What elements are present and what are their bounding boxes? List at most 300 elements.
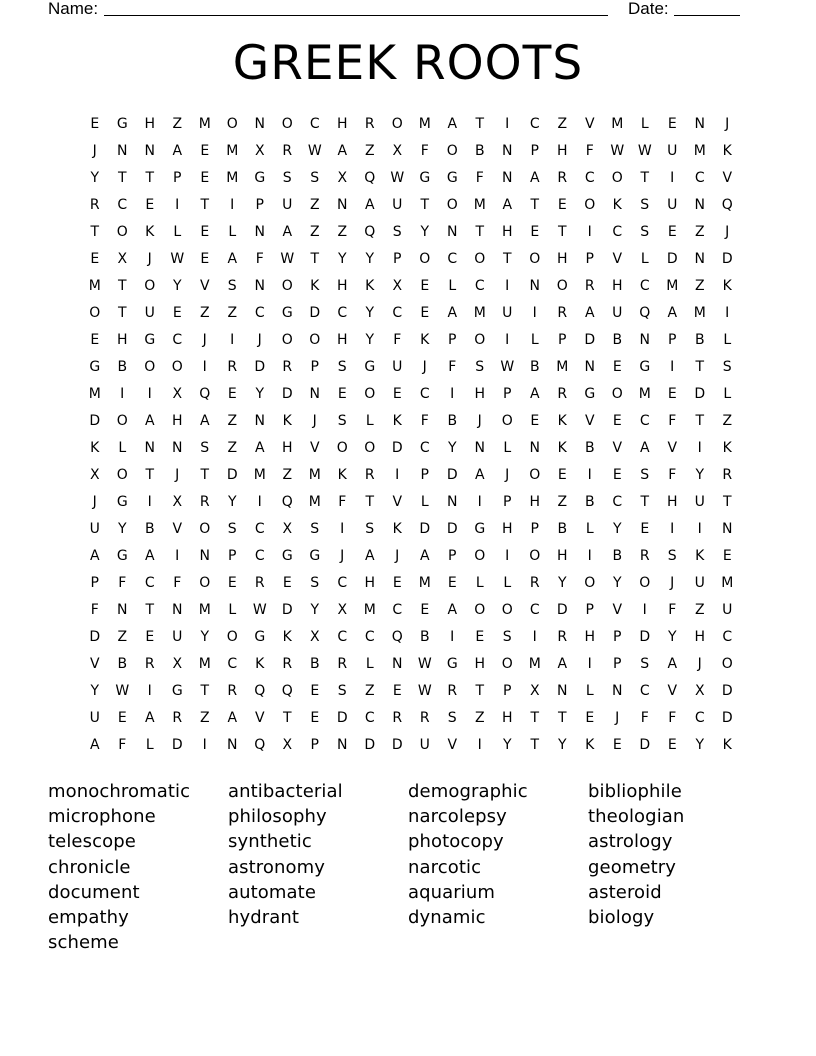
grid-letter[interactable]: V [584, 116, 595, 132]
grid-letter[interactable]: H [584, 629, 596, 645]
grid-letter[interactable]: Y [365, 305, 375, 321]
grid-letter[interactable]: M [556, 359, 569, 375]
grid-letter[interactable]: O [171, 359, 183, 375]
grid-letter[interactable]: N [254, 413, 265, 429]
grid-letter[interactable]: Q [391, 629, 403, 645]
grid-letter[interactable]: C [639, 413, 650, 429]
grid-letter[interactable]: O [529, 548, 541, 564]
grid-letter[interactable]: I [175, 548, 180, 564]
grid-letter[interactable]: O [446, 143, 458, 159]
grid-letter[interactable]: G [639, 359, 651, 375]
grid-letter[interactable]: M [693, 305, 706, 321]
grid-letter[interactable]: X [282, 521, 293, 537]
grid-letter[interactable]: G [144, 332, 156, 348]
grid-letter[interactable]: O [89, 305, 101, 321]
grid-letter[interactable]: R [419, 710, 430, 726]
grid-letter[interactable]: A [89, 737, 100, 753]
grid-letter[interactable]: T [310, 251, 320, 267]
grid-letter[interactable]: K [90, 440, 100, 456]
grid-letter[interactable]: D [226, 467, 238, 483]
grid-letter[interactable]: E [90, 251, 100, 267]
grid-letter[interactable]: M [198, 116, 211, 132]
grid-letter[interactable]: R [639, 548, 650, 564]
grid-letter[interactable]: F [90, 602, 99, 618]
grid-letter[interactable]: Y [695, 467, 705, 483]
grid-letter[interactable]: F [420, 413, 429, 429]
grid-letter[interactable]: T [117, 305, 127, 321]
grid-letter[interactable]: G [171, 683, 183, 699]
grid-letter[interactable]: X [254, 143, 265, 159]
grid-letter[interactable]: M [198, 656, 211, 672]
grid-letter[interactable]: N [474, 440, 485, 456]
grid-letter[interactable]: Z [227, 413, 238, 429]
grid-letter[interactable]: Q [254, 683, 266, 699]
grid-letter[interactable]: I [532, 305, 537, 321]
grid-letter[interactable]: T [90, 224, 100, 240]
grid-letter[interactable]: M [226, 170, 239, 186]
grid-letter[interactable]: O [281, 332, 293, 348]
grid-letter[interactable]: Y [557, 575, 567, 591]
grid-letter[interactable]: K [255, 656, 265, 672]
grid-letter[interactable]: I [670, 359, 675, 375]
grid-letter[interactable]: E [310, 683, 320, 699]
grid-letter[interactable]: C [694, 170, 705, 186]
grid-letter[interactable]: F [173, 575, 182, 591]
grid-letter[interactable]: D [364, 737, 376, 753]
grid-letter[interactable]: H [474, 386, 486, 402]
grid-letter[interactable]: Z [309, 224, 320, 240]
grid-letter[interactable]: H [144, 116, 156, 132]
grid-letter[interactable]: T [530, 710, 540, 726]
grid-letter[interactable]: S [200, 440, 210, 456]
grid-letter[interactable]: Z [117, 629, 128, 645]
grid-letter[interactable]: A [557, 656, 568, 672]
grid-letter[interactable]: K [612, 197, 622, 213]
grid-letter[interactable]: W [417, 683, 432, 699]
grid-letter[interactable]: H [556, 548, 568, 564]
grid-letter[interactable]: E [640, 521, 650, 537]
grid-letter[interactable]: D [721, 251, 733, 267]
grid-letter[interactable]: E [392, 386, 402, 402]
grid-letter[interactable]: E [117, 710, 127, 726]
grid-letter[interactable]: C [722, 629, 733, 645]
grid-letter[interactable]: M [473, 197, 486, 213]
grid-letter[interactable]: N [199, 548, 210, 564]
grid-letter[interactable]: N [584, 359, 595, 375]
grid-letter[interactable]: T [117, 278, 127, 294]
grid-letter[interactable]: X [172, 386, 183, 402]
grid-letter[interactable]: N [337, 197, 348, 213]
grid-letter[interactable]: O [226, 629, 238, 645]
grid-letter[interactable]: O [144, 359, 156, 375]
grid-letter[interactable]: O [529, 467, 541, 483]
grid-letter[interactable]: V [89, 656, 100, 672]
grid-letter[interactable]: I [450, 629, 455, 645]
grid-letter[interactable]: P [530, 143, 539, 159]
grid-letter[interactable]: V [254, 710, 265, 726]
grid-letter[interactable]: A [419, 548, 430, 564]
grid-letter[interactable]: S [227, 278, 237, 294]
grid-letter[interactable]: Q [254, 737, 266, 753]
grid-letter[interactable]: E [667, 737, 677, 753]
grid-letter[interactable]: U [89, 710, 100, 726]
grid-letter[interactable]: R [254, 575, 265, 591]
grid-letter[interactable]: Y [90, 170, 100, 186]
grid-letter[interactable]: T [282, 710, 292, 726]
grid-letter[interactable]: H [171, 413, 183, 429]
grid-letter[interactable]: L [640, 251, 649, 267]
grid-letter[interactable]: I [147, 386, 152, 402]
grid-letter[interactable]: D [584, 332, 596, 348]
grid-letter[interactable]: E [612, 359, 622, 375]
grid-letter[interactable]: J [340, 548, 345, 564]
grid-letter[interactable]: M [88, 278, 101, 294]
grid-letter[interactable]: R [89, 197, 100, 213]
grid-letter[interactable]: C [254, 305, 265, 321]
grid-letter[interactable]: C [392, 602, 403, 618]
grid-letter[interactable]: Y [612, 575, 622, 591]
grid-letter[interactable]: Y [667, 629, 677, 645]
grid-letter[interactable]: G [281, 305, 293, 321]
grid-letter[interactable]: P [613, 629, 622, 645]
grid-letter[interactable]: Z [694, 602, 705, 618]
grid-letter[interactable]: M [473, 305, 486, 321]
grid-letter[interactable]: M [721, 575, 734, 591]
date-blank-line[interactable] [674, 0, 740, 16]
grid-letter[interactable]: D [721, 683, 733, 699]
grid-letter[interactable]: R [227, 683, 238, 699]
grid-letter[interactable]: F [118, 737, 127, 753]
grid-letter[interactable]: P [310, 737, 319, 753]
grid-letter[interactable]: Y [365, 332, 375, 348]
grid-letter[interactable]: T [117, 170, 127, 186]
grid-letter[interactable]: B [584, 440, 595, 456]
grid-letter[interactable]: D [281, 602, 293, 618]
grid-letter[interactable]: E [145, 629, 155, 645]
grid-letter[interactable]: A [89, 548, 100, 564]
grid-letter[interactable]: W [390, 170, 405, 186]
grid-letter[interactable]: X [309, 629, 320, 645]
grid-letter[interactable]: Y [695, 737, 705, 753]
grid-letter[interactable]: Y [337, 251, 347, 267]
grid-letter[interactable]: Y [612, 521, 622, 537]
grid-letter[interactable]: E [310, 710, 320, 726]
grid-letter[interactable]: R [282, 359, 293, 375]
grid-letter[interactable]: Y [502, 737, 512, 753]
grid-letter[interactable]: M [418, 116, 431, 132]
grid-letter[interactable]: R [282, 143, 293, 159]
grid-letter[interactable]: K [392, 521, 402, 537]
grid-letter[interactable]: P [503, 683, 512, 699]
grid-letter[interactable]: A [144, 710, 155, 726]
grid-letter[interactable]: L [118, 440, 127, 456]
grid-letter[interactable]: S [667, 548, 677, 564]
grid-letter[interactable]: O [144, 278, 156, 294]
grid-letter[interactable]: T [420, 197, 430, 213]
grid-letter[interactable]: P [448, 548, 457, 564]
grid-letter[interactable]: Y [117, 521, 127, 537]
grid-letter[interactable]: B [309, 656, 320, 672]
grid-letter[interactable]: M [611, 116, 624, 132]
grid-letter[interactable]: L [228, 224, 237, 240]
grid-letter[interactable]: V [584, 413, 595, 429]
grid-letter[interactable]: G [364, 359, 376, 375]
grid-letter[interactable]: I [175, 197, 180, 213]
grid-letter[interactable]: V [172, 521, 183, 537]
grid-letter[interactable]: N [639, 332, 650, 348]
grid-letter[interactable]: D [419, 521, 431, 537]
grid-letter[interactable]: I [505, 548, 510, 564]
grid-letter[interactable]: S [640, 197, 650, 213]
grid-letter[interactable]: N [529, 440, 540, 456]
grid-letter[interactable]: F [393, 332, 402, 348]
grid-letter[interactable]: T [200, 467, 210, 483]
grid-letter[interactable]: Q [721, 197, 733, 213]
grid-letter[interactable]: O [474, 602, 486, 618]
grid-letter[interactable]: C [612, 494, 623, 510]
grid-letter[interactable]: I [230, 332, 235, 348]
grid-letter[interactable]: O [501, 413, 513, 429]
grid-letter[interactable]: N [172, 440, 183, 456]
grid-letter[interactable]: C [639, 278, 650, 294]
grid-letter[interactable]: U [667, 143, 678, 159]
grid-letter[interactable]: V [667, 440, 678, 456]
grid-letter[interactable]: L [173, 224, 182, 240]
grid-letter[interactable]: I [587, 548, 592, 564]
grid-letter[interactable]: C [529, 116, 540, 132]
grid-letter[interactable]: Y [90, 683, 100, 699]
grid-letter[interactable]: X [337, 602, 348, 618]
grid-letter[interactable]: N [309, 386, 320, 402]
grid-letter[interactable]: O [226, 116, 238, 132]
grid-letter[interactable]: O [116, 224, 128, 240]
grid-letter[interactable]: U [694, 494, 705, 510]
grid-letter[interactable]: O [391, 116, 403, 132]
grid-letter[interactable]: N [694, 251, 705, 267]
grid-letter[interactable]: X [172, 656, 183, 672]
grid-letter[interactable]: E [200, 143, 210, 159]
grid-letter[interactable]: S [310, 170, 320, 186]
grid-letter[interactable]: P [613, 656, 622, 672]
grid-letter[interactable]: T [145, 467, 155, 483]
grid-letter[interactable]: Q [281, 683, 293, 699]
grid-letter[interactable]: D [336, 710, 348, 726]
grid-letter[interactable]: H [556, 251, 568, 267]
grid-letter[interactable]: D [666, 251, 678, 267]
grid-letter[interactable]: C [144, 575, 155, 591]
grid-letter[interactable]: G [446, 170, 458, 186]
grid-letter[interactable]: E [337, 386, 347, 402]
grid-letter[interactable]: A [447, 602, 458, 618]
grid-letter[interactable]: X [529, 683, 540, 699]
grid-letter[interactable]: Z [474, 710, 485, 726]
grid-letter[interactable]: S [392, 224, 402, 240]
grid-letter[interactable]: E [475, 629, 485, 645]
grid-letter[interactable]: A [199, 413, 210, 429]
grid-letter[interactable]: M [638, 386, 651, 402]
grid-letter[interactable]: D [89, 629, 101, 645]
grid-letter[interactable]: D [309, 305, 321, 321]
grid-letter[interactable]: O [336, 440, 348, 456]
grid-letter[interactable]: O [364, 386, 376, 402]
grid-letter[interactable]: D [281, 386, 293, 402]
grid-letter[interactable]: E [392, 575, 402, 591]
grid-letter[interactable]: A [667, 656, 678, 672]
grid-letter[interactable]: O [501, 656, 513, 672]
grid-letter[interactable]: G [254, 629, 266, 645]
grid-letter[interactable]: F [668, 467, 677, 483]
grid-letter[interactable]: S [640, 224, 650, 240]
grid-letter[interactable]: V [309, 440, 320, 456]
grid-letter[interactable]: K [722, 278, 732, 294]
grid-letter[interactable]: N [612, 683, 623, 699]
grid-letter[interactable]: D [391, 440, 403, 456]
grid-letter[interactable]: J [257, 332, 262, 348]
grid-letter[interactable]: O [721, 656, 733, 672]
grid-letter[interactable]: A [667, 305, 678, 321]
grid-letter[interactable]: H [364, 575, 376, 591]
grid-letter[interactable]: O [556, 278, 568, 294]
grid-letter[interactable]: F [118, 575, 127, 591]
grid-letter[interactable]: Q [364, 170, 376, 186]
grid-letter[interactable]: C [419, 386, 430, 402]
grid-letter[interactable]: P [558, 332, 567, 348]
grid-letter[interactable]: E [585, 710, 595, 726]
grid-letter[interactable]: K [585, 737, 595, 753]
grid-letter[interactable]: J [147, 251, 152, 267]
grid-letter[interactable]: H [336, 116, 348, 132]
grid-letter[interactable]: N [694, 116, 705, 132]
grid-letter[interactable]: T [365, 494, 375, 510]
grid-letter[interactable]: E [612, 737, 622, 753]
grid-letter[interactable]: C [694, 710, 705, 726]
grid-letter[interactable]: L [503, 440, 512, 456]
grid-letter[interactable]: H [611, 278, 623, 294]
grid-letter[interactable]: F [448, 359, 457, 375]
grid-letter[interactable]: E [392, 683, 402, 699]
grid-letter[interactable]: I [477, 737, 482, 753]
grid-letter[interactable]: Y [447, 440, 457, 456]
grid-letter[interactable]: J [422, 359, 427, 375]
grid-letter[interactable]: F [668, 413, 677, 429]
grid-letter[interactable]: F [668, 602, 677, 618]
grid-letter[interactable]: U [612, 305, 623, 321]
grid-letter[interactable]: O [446, 197, 458, 213]
grid-letter[interactable]: T [557, 224, 567, 240]
grid-letter[interactable]: R [557, 386, 568, 402]
grid-letter[interactable]: A [529, 386, 540, 402]
grid-letter[interactable]: R [364, 467, 375, 483]
grid-letter[interactable]: U [667, 197, 678, 213]
grid-letter[interactable]: O [611, 386, 623, 402]
grid-letter[interactable]: C [474, 278, 485, 294]
grid-letter[interactable]: D [446, 467, 458, 483]
grid-letter[interactable]: T [145, 170, 155, 186]
grid-letter[interactable]: M [666, 278, 679, 294]
grid-letter[interactable]: M [88, 386, 101, 402]
grid-letter[interactable]: J [725, 224, 730, 240]
grid-letter[interactable]: O [199, 575, 211, 591]
grid-letter[interactable]: L [145, 737, 154, 753]
grid-letter[interactable]: N [117, 602, 128, 618]
grid-letter[interactable]: Y [365, 251, 375, 267]
grid-letter[interactable]: R [199, 494, 210, 510]
grid-letter[interactable]: S [310, 521, 320, 537]
grid-letter[interactable]: L [585, 683, 594, 699]
grid-letter[interactable]: I [697, 440, 702, 456]
grid-letter[interactable]: G [116, 116, 128, 132]
grid-letter[interactable]: J [202, 332, 207, 348]
grid-letter[interactable]: B [419, 629, 430, 645]
grid-letter[interactable]: N [447, 494, 458, 510]
grid-letter[interactable]: J [312, 413, 317, 429]
grid-letter[interactable]: N [172, 602, 183, 618]
grid-letter[interactable]: K [557, 440, 567, 456]
grid-letter[interactable]: U [392, 359, 403, 375]
grid-letter[interactable]: L [503, 575, 512, 591]
grid-letter[interactable]: D [639, 629, 651, 645]
grid-letter[interactable]: Z [227, 440, 238, 456]
grid-letter[interactable]: P [530, 521, 539, 537]
grid-letter[interactable]: N [694, 197, 705, 213]
grid-letter[interactable]: W [610, 143, 625, 159]
grid-letter[interactable]: T [530, 197, 540, 213]
grid-letter[interactable]: O [501, 602, 513, 618]
grid-letter[interactable]: I [587, 656, 592, 672]
grid-letter[interactable]: B [474, 143, 485, 159]
grid-letter[interactable]: O [584, 197, 596, 213]
grid-letter[interactable]: Z [337, 224, 348, 240]
grid-letter[interactable]: K [695, 548, 705, 564]
grid-letter[interactable]: G [474, 521, 486, 537]
grid-letter[interactable]: G [584, 386, 596, 402]
grid-letter[interactable]: G [116, 548, 128, 564]
grid-letter[interactable]: M [308, 494, 321, 510]
grid-letter[interactable]: E [90, 116, 100, 132]
grid-letter[interactable]: I [587, 224, 592, 240]
grid-letter[interactable]: E [667, 116, 677, 132]
grid-letter[interactable]: L [448, 278, 457, 294]
grid-letter[interactable]: S [447, 710, 457, 726]
grid-letter[interactable]: P [585, 602, 594, 618]
grid-letter[interactable]: O [474, 251, 486, 267]
grid-letter[interactable]: H [556, 143, 568, 159]
grid-letter[interactable]: X [337, 170, 348, 186]
grid-letter[interactable]: B [117, 359, 128, 375]
grid-letter[interactable]: L [365, 413, 374, 429]
grid-letter[interactable]: E [612, 467, 622, 483]
grid-letter[interactable]: C [227, 656, 238, 672]
grid-letter[interactable]: A [337, 143, 348, 159]
grid-letter[interactable]: S [502, 629, 512, 645]
grid-letter[interactable]: Y [420, 224, 430, 240]
grid-letter[interactable]: K [722, 143, 732, 159]
grid-letter[interactable]: G [419, 170, 431, 186]
grid-letter[interactable]: K [392, 413, 402, 429]
grid-letter[interactable]: O [281, 116, 293, 132]
grid-letter[interactable]: C [254, 548, 265, 564]
grid-letter[interactable]: S [227, 521, 237, 537]
grid-letter[interactable]: P [228, 548, 237, 564]
grid-letter[interactable]: D [639, 737, 651, 753]
grid-letter[interactable]: H [281, 440, 293, 456]
grid-letter[interactable]: A [584, 305, 595, 321]
grid-letter[interactable]: G [281, 548, 293, 564]
grid-letter[interactable]: R [557, 629, 568, 645]
grid-letter[interactable]: I [202, 737, 207, 753]
grid-letter[interactable]: C [337, 575, 348, 591]
grid-letter[interactable]: K [145, 224, 155, 240]
